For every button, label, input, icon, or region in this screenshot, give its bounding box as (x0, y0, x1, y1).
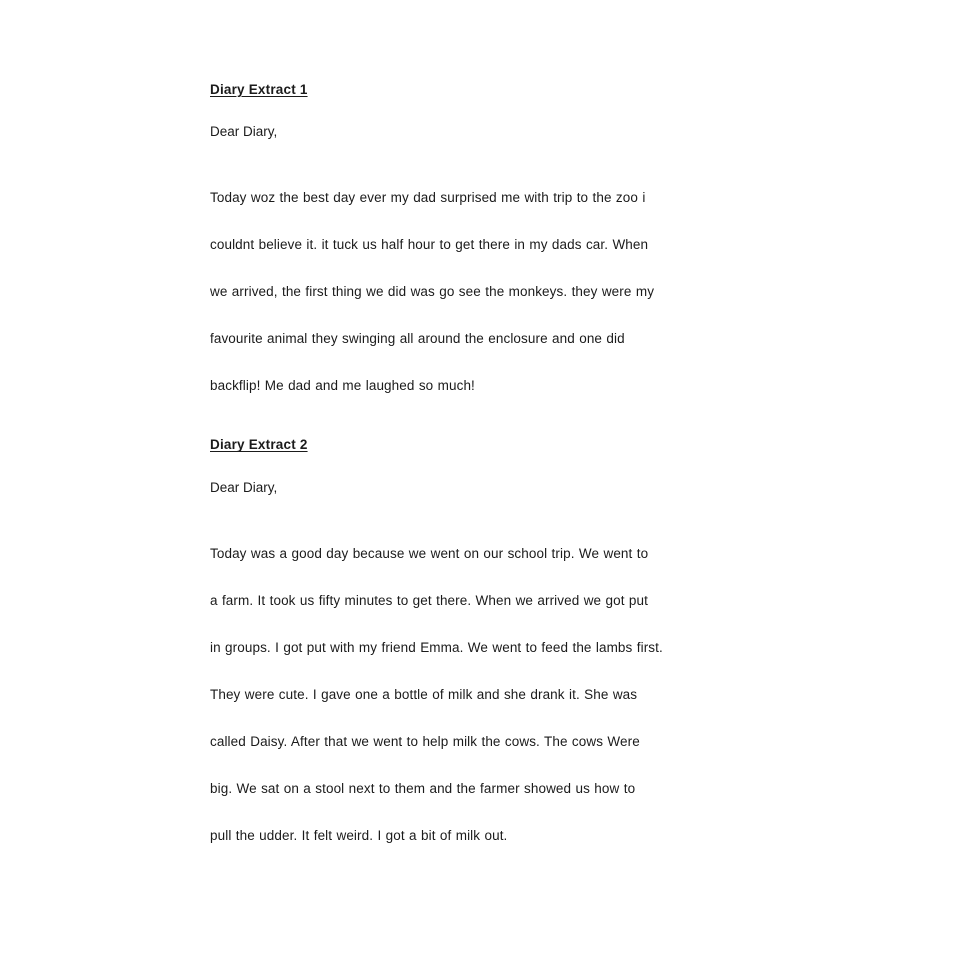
diary-extract-1 (210, 82, 780, 409)
extract-2-salutation: Dear Diary, (210, 479, 278, 495)
section-gap (210, 409, 780, 437)
extract-1-paragraph (210, 174, 780, 409)
extract-2-paragraph (210, 530, 780, 859)
extract-1-line-2: couldnt believe it. it tuck us half hour to get there in my dads car. When (210, 237, 649, 253)
extract-1-line-4: favourite animal they swinging all around the enclosure and one did (210, 331, 625, 347)
extract-2-line-6: big. We sat on a stool next to them and the farmer showed us how to (210, 780, 636, 796)
extract-1-salutation: Dear Diary, (210, 124, 278, 140)
extract-2-line-7: pull the udder. It felt weird. I got a bit of milk out. (210, 827, 508, 843)
extract-2-line-1: Today was a good day because we went on our school trip. We went to (210, 545, 649, 561)
document-text-body (210, 82, 780, 859)
extract-2-line-2: a farm. It took us fifty minutes to get there. When we arrived we got put (210, 592, 648, 608)
document-sheet (52, 16, 924, 960)
extract-2-line-4: They were cute. I gave one a bottle of milk and she drank it. She was (210, 686, 638, 702)
extract-1-line-3: we arrived, the first thing we did was go see the monkeys. they were my (210, 284, 655, 300)
extract-1-line-5: backflip! Me dad and me laughed so much! (210, 378, 475, 394)
extract-2-line-3: in groups. I got put with my friend Emma. We went to feed the lambs first. (210, 639, 663, 655)
diary-extract-2 (210, 437, 780, 858)
extract-2-heading: Diary Extract 2 (210, 437, 308, 453)
extract-1-heading: Diary Extract 1 (210, 82, 308, 97)
extract-2-line-5: called Daisy. After that we went to help milk the cows. The cows Were (210, 733, 640, 749)
extract-1-line-1: Today woz the best day ever my dad surprised me with trip to the zoo i (210, 190, 646, 206)
